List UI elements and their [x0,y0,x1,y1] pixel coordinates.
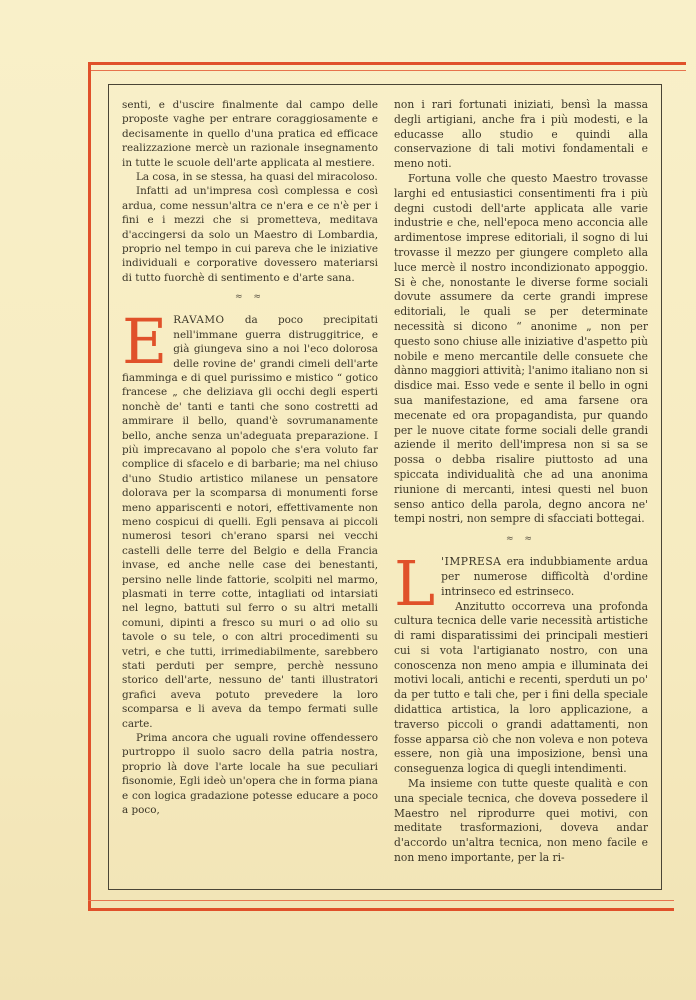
section-ornament: ≈ ≈ [506,534,536,545]
right-column [394,98,648,866]
right-paragraph-1: non i rari fortunati iniziati, bensì la massa degli artigiani, anche fra i più modesti, e la educasse allo studio e quindi alla conservazione di tali motivi fondamentali e meno noti. [394,98,648,171]
frame-border-top [88,62,686,65]
frame-border-left [88,62,91,910]
section-text: da poco precipitati nell'immane guerra distruggitrice, e già giungeva sino a noi l'eco dolorosa delle rovine de' grandi cimeli dell'arte fiamminga e di quel purissimo e mistico “ gotico francese „ che deliziava gli occhi degli esperti nonchè de' tanti e tanti che sono costretti ad ammirare il bello, quand'è sovrumanamente bello, anche senza un'adeguata preparazione. I più imprecavano al popolo che s'era voluto far complice di sfacelo e di barbarie; ma nel chiuso d'uno Studio artistico milanese un pensatore dolorava per la scomparsa di monumenti forse meno appariscenti e notori, effettivamente non meno cospicui di quelli. Egli pensava ai piccoli numerosi tesori ch'erano sparsi nei vecchi castelli delle terre del Belgio e della Francia invase, ed anche nelle case dei benestanti, persino nelle linde fattorie, scolpiti nel marmo, plasmati in terre cotte, intagliati od intarsiati nel legno, battuti sul ferro o su altri metalli comuni, dipinti a fresco su muri o ad olio su tavole o su tele, o con altri procedimenti su vetri, e che tutti, irrimediabilmente, sarebbero stati perduti per sempre, perchè nessuno storico dell'arte, nessuno de' tanti illustratori grafici aveva potuto prevedere la loro scomparsa e li aveva da tempo fermati sulle carte. [122,314,378,730]
section-lead-word: 'IMPRESA [441,555,502,569]
section-ornament: ≈ ≈ [235,292,265,303]
frame-border-bottom-inner [88,900,674,901]
left-paragraph-2: La cosa, in se stessa, ha quasi del miracoloso. [136,171,378,184]
section-text: era indubbiamente ardua per numerose difficoltà d'ordine intrinseco ed estrinseco. [441,555,648,598]
right-paragraph-4: Anzitutto occorreva una profonda cultura tecnica delle varie necessità artistiche di rami disparatissimi dei principali mestieri cui si vota l'artigianato nostro, con una conoscenza non meno ampia e illuminata dei motivi locali, antichi e recenti, sperduti un po' da per tutto e tali che, per i fini della speciale didattica artistica, la loro applicazione, a traverso piccoli o grandi adattamenti, non fosse apparsa ciò che non voleva e non poteva essere, non già una imposizione, bensì una conseguenza logica di quegli intendimenti. [394,599,648,776]
section-lead-word: RAVAMO [173,314,225,327]
drop-cap-initial: E [122,305,168,379]
left-column [122,98,378,818]
drop-cap-initial: L [394,547,436,621]
left-paragraph-1: senti, e d'uscire finalmente dal campo delle proposte vaghe per entrare coraggiosamente e decisamente in quello d'una pratica ed efficace realizzazione mercè un razionale insegnamento in tutte le scuole dell'arte applicata al mestiere. [122,99,378,169]
right-paragraph-5: Ma insieme con tutte queste qualità e con una speciale tecnica, che doveva possedere il Maestro nel riprodurre quei motivi, con meditate trasformazioni, doveva andar d'accordo un'altra tecnica, non meno facile e non meno importante, per la ri- [394,777,648,865]
left-section-paragraph [122,305,378,731]
right-section-paragraph [394,547,648,621]
left-paragraph-3: Infatti ad un'impresa così complessa e così ardua, come nessun'altra ce n'era e ce n'è per i fini e i mezzi che si promettevа, meditava d'accingersi da solo un Maestro di Lombardia, proprio nel tempo in cui pareva che le iniziative individuali e corporative dovessero materiarsi di tutto fuorchè di sentimento e d'arte sana. [122,185,378,284]
frame-border-top-inner [88,70,686,71]
left-paragraph-5: Prima ancora che uguali rovine offendessero purtroppo il suolo sacro della patria nostra, proprio là dove l'arte locale ha sue peculiari fisonomie, Egli ideò un'opera che in forma piana e con logica gradazione potesse educare a poco a poco, [122,732,378,817]
right-paragraph-2: Fortuna volle che questo Maestro trovasse larghi ed entusiastici consentimenti fra i più degni custodi dell'arte applicata alle varie industrie e che, nell'epoca meno acconcia alle ardimentose imprese editoriali, il sogno di lui trovasse il mezzo per giungere completo alla luce mercè il nostro incondizionato appoggio. Si è che, nonostante le diverse forme sociali dovute assumere da certe grandi imprese editoriali, le quali se per determinate necessità si dicono “ anonime „ non per questo sono chiuse alle iniziative d'aspetto più nobile e meno mercantile delle consuete che dànno maggiori attività; l'animo italiano non si disdice mai. Esso vede e sente il bello in ogni sua manifestazione, ed ama farsene ora mecenate ed ora propagandista, pur quando per le nuove citate forme sociali delle grandi aziende il merito dell'impresa non si sa se possa o debba risalire piuttosto ad una spiccata individualità che ad una anonima riunione di mercanti, intesi questi nel buon senso antico della parola, degno ancora ne' tempi nostri, non sempre di sfacciati bottegai. [394,171,648,526]
frame-border-bottom [88,908,674,911]
